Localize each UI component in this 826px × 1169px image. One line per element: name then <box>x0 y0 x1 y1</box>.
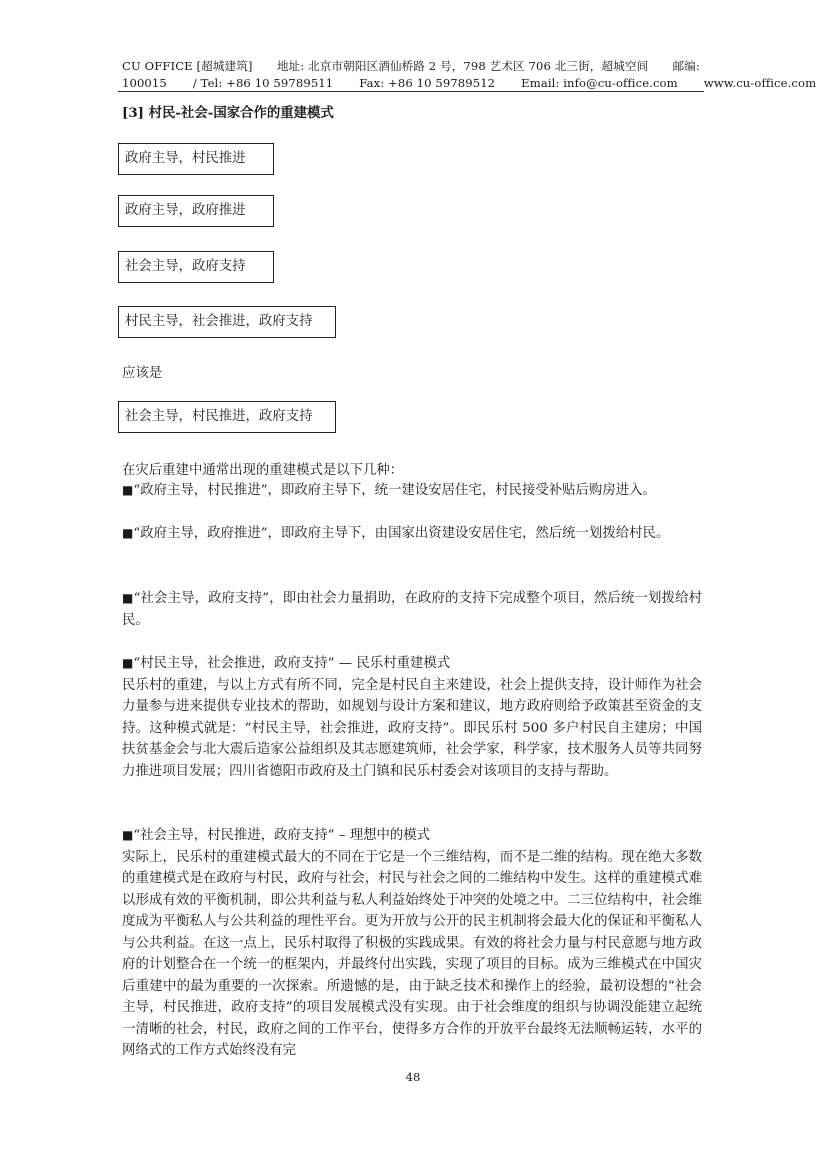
intro-text: 在灾后重建中通常出现的重建模式是以下几种： <box>122 463 404 478</box>
mode-box-3: 社会主导，政府支持 <box>118 251 274 283</box>
section-4 <box>122 653 702 782</box>
bullet-square-icon: ■ <box>122 828 134 842</box>
list-item-1 <box>122 480 702 502</box>
header-divider <box>118 91 704 92</box>
list-item-text: “政府主导，村民推进”，即政府主导下，统一建设安居住宅，村民接受补贴后购房进入。 <box>133 483 656 498</box>
header-company: CU OFFICE [超城建筑] <box>122 59 253 73</box>
bullet-square-icon: ■ <box>122 591 134 605</box>
list-item-3 <box>122 588 702 631</box>
section-heading: [3] 村民-社会-国家合作的重建模式 <box>122 105 334 121</box>
header-line-2 <box>122 75 817 92</box>
header-address: 地址: 北京市朝阳区酒仙桥路 2 号，798 艺术区 706 北三街，超城空间 <box>276 59 649 73</box>
bullet-square-icon: ■ <box>122 656 134 670</box>
bullet-square-icon: ■ <box>122 483 134 497</box>
header-fax: Fax: +86 10 59789512 <box>359 76 496 90</box>
section-4-body: 民乐村的重建，与以上方式有所不同，完全是村民自主来建设，社会上提供支持，设计师作为社会力量参与进来提供专业技术的帮助，如规划与设计方案和建议，地方政府则给予政策甚至资金的支持。这种模式就是：“村民主导，社会推进，政府支持”。即民乐村 500 多户村民自主建房；中国扶贫基金会与北大震后造家公益组织及其志愿建筑师，社会学家，科学家，技术服务人员等共同努力推进项目发展；四川省德阳市政府及土门镇和民乐村委会对该项目的支持与帮助。 <box>122 677 702 779</box>
header-email: Email: info@cu-office.com <box>521 76 678 90</box>
header-postcode-label: 邮编: <box>672 59 700 73</box>
header-postcode: 100015 <box>122 76 167 90</box>
section-5 <box>122 825 702 1062</box>
ideal-mode-box: 社会主导，村民推进，政府支持 <box>118 401 336 433</box>
header-tel: / Tel: +86 10 59789511 <box>192 76 334 90</box>
header-website: www.cu-office.com <box>703 76 817 90</box>
list-item-text: “政府主导，政府推进”，即政府主导下，由国家出资建设安居住宅，然后统一划拨给村民。 <box>133 526 670 541</box>
list-item-text: “社会主导，政府支持”，即由社会力量捐助，在政府的支持下完成整个项目，然后统一划拨给村民。 <box>122 591 702 628</box>
should-be-label: 应该是 <box>122 366 163 381</box>
section-5-body: 实际上，民乐村的重建模式最大的不同在于它是一个三维结构，而不是二维的结构。现在绝大多数的重建模式是在政府与村民，政府与社会，村民与社会之间的二维结构中发生。这样的重建模式难以形成有效的平衡机制，即公共利益与私人利益始终处于冲突的处境之中。二三位结构中，社会维度成为平衡私人与公共利益的理性平台。更为开放与公开的民主机制将会最大化的保证和平衡私人与公共利益。在这一点上，民乐村取得了积极的实践成果。有效的将社会力量与村民意愿与地方政府的计划整合在一个统一的框架内，并最终付出实践，实现了项目的目标。成为三维模式在中国灾后重建中的最为重要的一次探索。所遗憾的是，由于缺乏技术和操作上的经验，最初设想的“社会主导，村民推进，政府支持”的项目发展模式没有实现。由于社会维度的组织与协调没能建立起统一清晰的社会，村民，政府之间的工作平台，使得多方合作的开放平台最终无法顺畅运转，水平的网络式的工作方式始终没有完 <box>122 849 702 1058</box>
list-item-2 <box>122 523 702 545</box>
page-number: 48 <box>405 1070 421 1084</box>
mode-box-2: 政府主导，政府推进 <box>118 195 274 227</box>
section-4-title: “村民主导，社会推进，政府支持” — 民乐村重建模式 <box>133 656 451 671</box>
bullet-square-icon: ■ <box>122 526 134 540</box>
mode-box-1: 政府主导，村民推进 <box>118 143 274 175</box>
mode-box-4: 村民主导，社会推进，政府支持 <box>118 306 336 338</box>
header-line-1 <box>122 58 700 75</box>
section-5-title: “社会主导，村民推进，政府支持” – 理想中的模式 <box>133 828 431 843</box>
page-header <box>122 58 817 92</box>
